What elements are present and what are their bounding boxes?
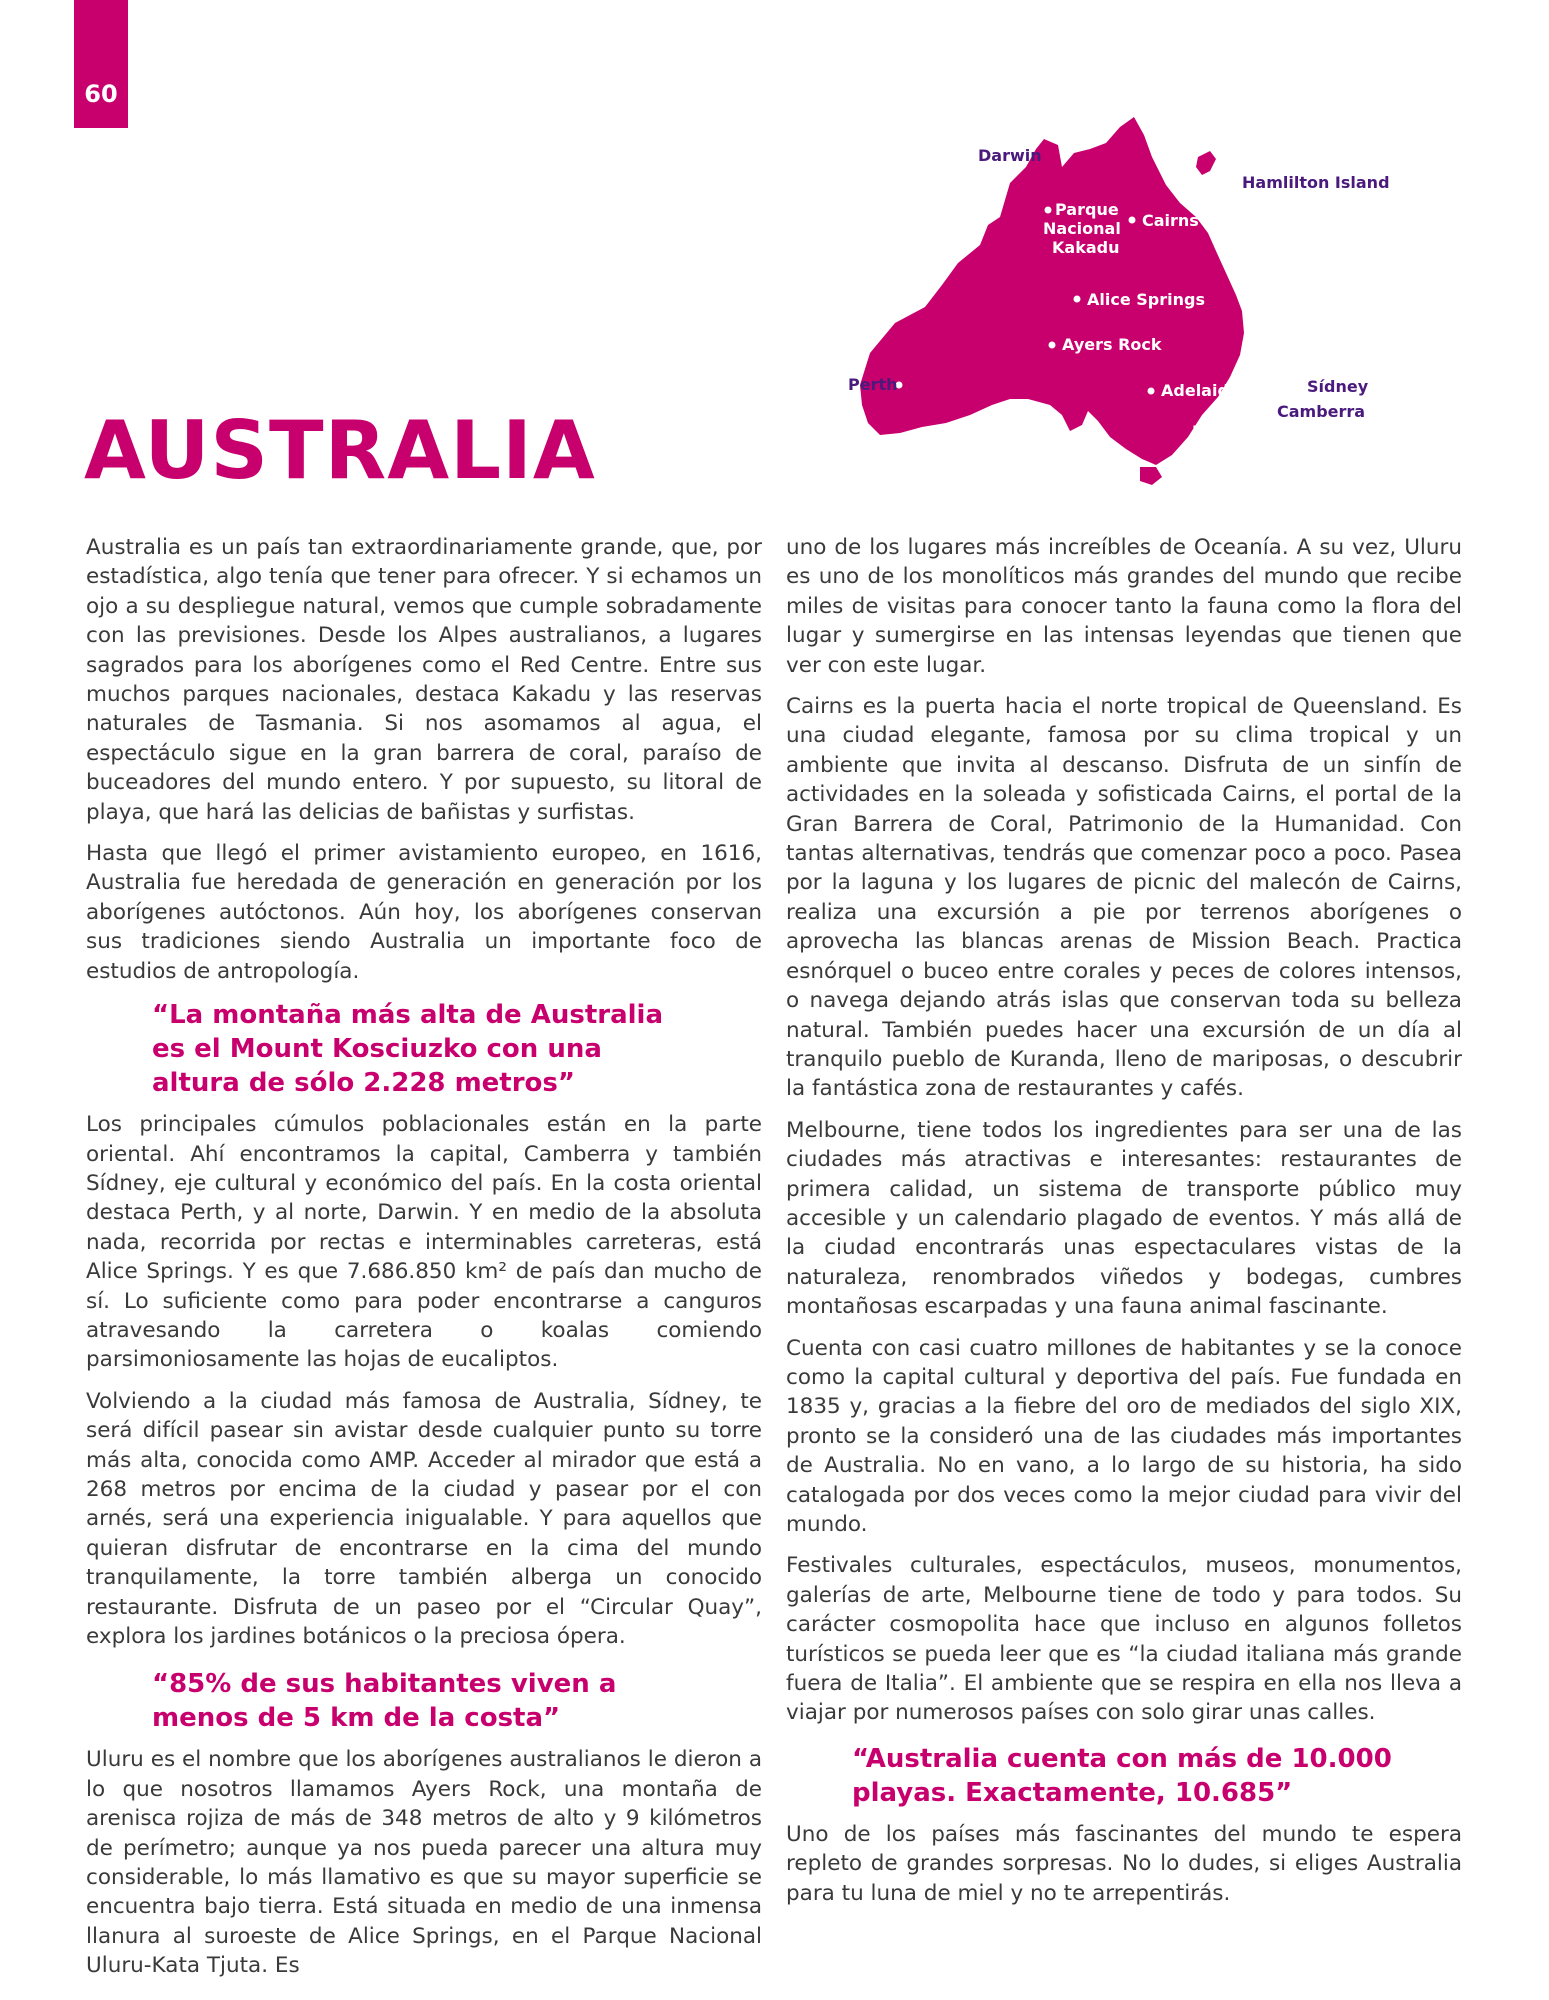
page-title: AUSTRALIA (84, 404, 596, 497)
map-label-kakadu-1: Parque (1055, 200, 1119, 219)
page-number: 60 (84, 80, 118, 108)
paragraph-population: Los principales cúmulos poblacionales están en la parte oriental. Ahí encontramos la capital, Camberra y también Sídney, eje cultural y económico del país. En la costa oriental destaca Perth, y al norte, Darwin. Y en medio de la absoluta nada, recorrida por rectas e interminables carreteras, está Alice Springs. Y es que 7.686.850 km² de país dan mucho de sí. Lo suficiente como para poder encontrarse a canguros atravesando la carretera o koalas comiendo parsimoniosamente las hojas de eucaliptos. (86, 1112, 762, 1373)
paragraph-uluru: Uluru es el nombre que los aborígenes australianos le dieron a lo que nosotros llamamos Ayers Rock, una montaña de arenisca rojiza de más de 348 metros de alto y 9 kilómetros de perímetro; aunque ya nos pueda parecer una altura muy considerable, lo más llamativo es que su mayor superficie se encuentra bajo tierra. Está situada en medio de una inmensa llanura al suroeste de Alice Springs, en el Parque Nacional Uluru-Kata Tjuta. Es (86, 1747, 762, 1979)
map-dot-canberra (1267, 407, 1274, 414)
map-label-melbourne: Melbourne (1192, 422, 1289, 441)
map-dot-alice-springs (1074, 296, 1081, 303)
paragraph-history: Hasta que llegó el primer avistamiento europeo, en 1616, Australia fue heredada de generación en generación por los aborígenes autóctonos. Aún hoy, los aborígenes conservan sus tradiciones siendo Australia un importante foco de estudios de antropología. (86, 841, 762, 984)
map-dot-ayers-rock (1049, 342, 1056, 349)
paragraph-intro: Australia es un país tan extraordinariamente grande, que, por estadística, algo tenía que tener para ofrecer. Y si echamos un ojo a su despliegue natural, vemos que cumple sobradamente con las previsiones. Desde los Alpes australianos, a lugares sagrados para los aborígenes como el Red Centre. Entre sus muchos parques nacionales, destaca Kakadu y las reservas naturales de Tasmania. Si nos asomamos al agua, el espectáculo sigue en la gran barrera de coral, paraíso de buceadores del mundo entero. Y por supuesto, su litoral de playa, que hará las delicias de bañistas y surfistas. (86, 535, 762, 825)
paragraph-melbourne-history: Cuenta con casi cuatro millones de habitantes y se la conoce como la capital cultural y deportiva del país. Fue fundada en 1835 y, gracias a la fiebre del oro de mediados del siglo XIX, pronto se la consideró una de las ciudades más importantes de Australia. No en vano, a lo largo de su historia, ha sido catalogada por dos veces como la mejor ciudad para vivir del mundo. (786, 1335, 1462, 1537)
page-number-tab (74, 0, 128, 128)
tasmania-island (1140, 467, 1162, 485)
map-dot-kakadu (1045, 207, 1052, 214)
map-label-ayers-rock: Ayers Rock (1062, 335, 1162, 354)
map-label-adelaida: Adelaida (1161, 381, 1240, 400)
australia-map-svg (830, 115, 1450, 485)
map-dot-adelaida (1148, 388, 1155, 395)
map-label-alice-springs: Alice Springs (1087, 290, 1205, 309)
map-label-kakadu-3: Kakadu (1052, 238, 1120, 257)
pull-quote-coast: “85% de sus habitantes viven a menos de 5 km de la costa” (152, 1669, 617, 1734)
pull-quote-beaches: “Australia cuenta con más de 10.000 playas. Exactamente, 10.685” (852, 1743, 1392, 1808)
right-column (786, 533, 1462, 1920)
tasmania-hamilton-island (1196, 151, 1216, 175)
australia-map (830, 115, 1450, 485)
map-label-hamilton-island: Hamlilton Island (1242, 173, 1390, 192)
map-label-kakadu-2: Nacional (1043, 219, 1121, 238)
paragraph-cairns: Cairns es la puerta hacia el norte tropical de Queensland. Es una ciudad elegante, famosa por su clima tropical y un ambiente que invita al descanso. Disfruta de un sinfín de actividades en la soleada y sofisticada Cairns, el portal de la Gran Barrera de Coral, Patrimonio de la Humanidad. Con tantas alternativas, tendrás que comenzar poco a poco. Pasea por la laguna y los lugares de picnic del malecón de Cairns, realiza una excursión a pie por terrenos aborígenes o aprovecha las blancas arenas de Mission Beach. Practica esnórquel o buceo entre corales y peces de colores intensos, o navega dejando atrás islas que conservan toda su belleza natural. También puedes hacer una excursión de un día al tranquilo pueblo de Kuranda, lleno de mariposas, o descubrir la fantástica zona de restaurantes y cafés. (786, 694, 1462, 1102)
pull-quote-kosciuzko: “La montaña más alta de Australia es el Mount Kosciuzko con una altura de sólo 2.228 metros” (152, 1000, 664, 1099)
paragraph-uluru-cont: uno de los lugares más increíbles de Oceanía. A su vez, Uluru es uno de los monolíticos más grandes del mundo que recibe miles de visitas para conocer tanto la fauna como la flora del lugar y sumergirse en las intensas leyendas que tienen que ver con este lugar. (786, 535, 1462, 678)
map-dot-melbourne (1240, 441, 1247, 448)
map-label-darwin: Darwin (978, 146, 1042, 165)
left-column (86, 533, 762, 1993)
map-dot-sidney (1294, 384, 1301, 391)
map-label-sidney: Sídney (1307, 377, 1369, 396)
paragraph-closing: Uno de los países más fascinantes del mundo te espera repleto de grandes sorpresas. No lo dudes, si eliges Australia para tu luna de miel y no te arrepentirás. (786, 1821, 1462, 1906)
paragraph-melbourne-culture: Festivales culturales, espectáculos, museos, monumentos, galerías de arte, Melbourne tiene de todo y para todos. Su carácter cosmopolita hace que incluso en algunos folletos turísticos se pueda leer que es “la ciudad italiana más grande fuera de Italia”. El ambiente que se respira en ella nos lleva a viajar por numerosos países con solo girar unas calles. (786, 1553, 1462, 1726)
map-label-canberra: Camberra (1277, 402, 1366, 421)
map-dot-cairns (1129, 217, 1136, 224)
map-label-perth: Perth (848, 375, 898, 394)
paragraph-melbourne: Melbourne, tiene todos los ingredientes para ser una de las ciudades más atractivas e interesantes: restaurantes de primera calidad, un sistema de transporte público muy accesible y un calendario plagado de eventos. Y más allá de la ciudad encontrarás unas espectaculares vistas de la naturaleza, renombrados viñedos y bodegas, cumbres montañosas escarpadas y una fauna animal fascinante. (786, 1117, 1462, 1320)
map-label-cairns: Cairns (1142, 211, 1199, 230)
paragraph-sidney: Volviendo a la ciudad más famosa de Australia, Sídney, te será difícil pasear sin avistar desde cualquier punto su torre más alta, conocida como AMP. Acceder al mirador que está a 268 metros por encima de la ciudad y pasear por el con arnés, será una experiencia inigualable. Y para aquellos que quieran disfrutar de encontrarse en la cima del mundo tranquilamente, la torre también alberga un conocido restaurante. Disfruta de un paseo por el “Circular Quay”, explora los jardines botánicos o la preciosa ópera. (86, 1388, 762, 1649)
